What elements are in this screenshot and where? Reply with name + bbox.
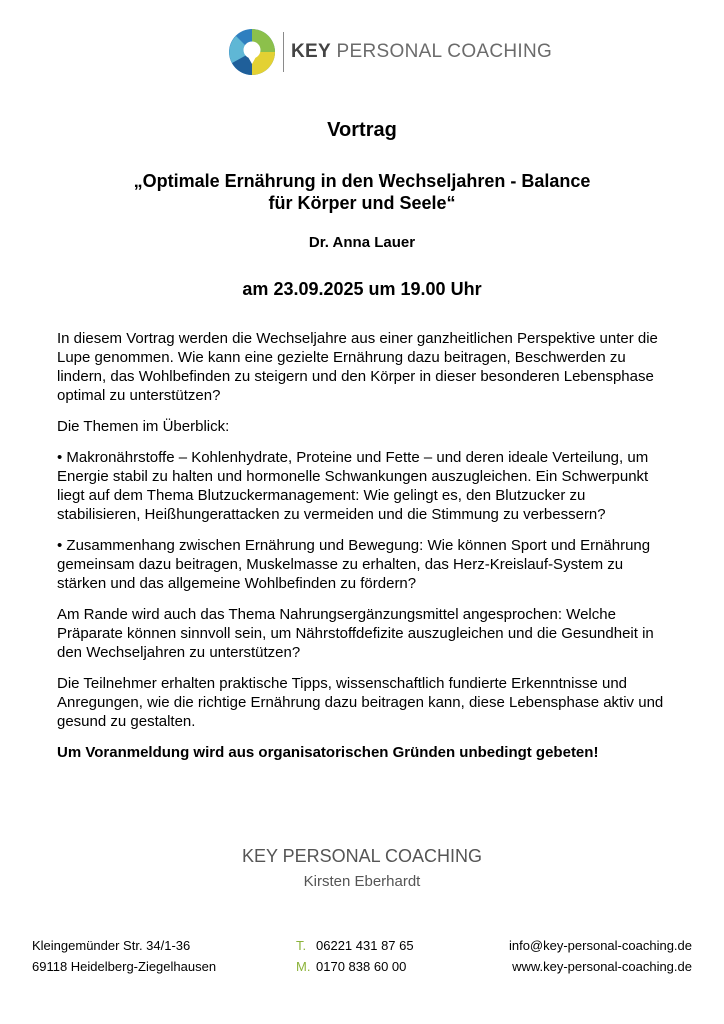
company-logo — [228, 27, 552, 77]
email-link[interactable]: info@key-personal-coaching.de — [508, 938, 692, 953]
address-street: Kleingemünder Str. 34/1-36 — [32, 938, 191, 953]
event-title — [0, 170, 724, 214]
registration-notice: Um Voranmeldung wird aus organisatorischen Gründen unbedingt gebeten! — [57, 744, 599, 761]
intro-paragraph: In diesem Vortrag werden die Wechseljahre aus einer ganzheitlichen Perspektive unter die Lupe genommen. Wie kann eine gezielte Ernährung dazu beitragen, Beschwerden zu lindern, das Wohlbefinden zu steigern und den Körper in dieser besonderen Lebensphase optimal zu unterstützen? — [57, 330, 658, 404]
phone-number[interactable]: 06221 431 87 65 — [316, 938, 414, 953]
topic-item-exercise: • Zusammenhang zwischen Ernährung und Bewegung: Wie können Sport und Ernährung gemeinsam dazu beitragen, Muskelmasse zu erhalten, das Herz-Kreislauf-System zu stärken und das allgemeine Wohlbefinden zu fördern? — [57, 537, 651, 592]
mobile-label: M. — [296, 959, 311, 974]
footer-phone — [296, 935, 414, 977]
organizer-name: KEY PERSONAL COACHING — [241, 846, 483, 866]
logo-icon — [228, 28, 276, 76]
footer-contact — [509, 935, 692, 977]
brand-name: KEY PERSONAL COACHING — [291, 41, 553, 62]
topics-heading: Die Themen im Überblick: — [57, 418, 230, 435]
footer-address — [32, 935, 216, 977]
website-link[interactable]: www.key-personal-coaching.de — [512, 959, 692, 974]
phone-line — [296, 935, 414, 956]
event-type-heading: Vortrag — [327, 119, 397, 141]
speaker-name: Dr. Anna Lauer — [308, 234, 416, 251]
organizer-person: Kirsten Eberhardt — [303, 873, 421, 890]
closing-paragraph: Die Teilnehmer erhalten praktische Tipps, wissenschaftlich fundierte Erkenntnisse und Anregungen, wie die richtige Ernährung dazu beitragen kann, diese Lebensphase aktiv und gesund zu gestalten. — [57, 675, 664, 730]
address-city: 69118 Heidelberg-Ziegelhausen — [32, 959, 217, 974]
logo-divider — [283, 32, 284, 72]
event-title-line-2: für Körper und Seele“ — [268, 193, 456, 213]
mobile-line — [296, 956, 414, 977]
event-description — [57, 329, 672, 774]
mobile-number[interactable]: 0170 838 60 00 — [316, 959, 407, 974]
topic-item-nutrients: • Makronährstoffe – Kohlenhydrate, Proteine und Fette – und deren ideale Verteilung, um Energie stabil zu halten und hormonelle Schwankungen auszugleichen. Ein Schwerpunkt liegt auf dem Thema Blutzuckermanagement: Wie gelingt es, den Blutzucker zu stabilisieren, Heißhungerattacken zu vermeiden und die Stimmung zu verbessern? — [57, 449, 649, 523]
phone-label: T. — [296, 938, 307, 953]
event-title-line-1: „Optimale Ernährung in den Wechseljahren - Balance — [133, 171, 591, 191]
event-date: am 23.09.2025 um 19.00 Uhr — [242, 279, 482, 299]
supplements-paragraph: Am Rande wird auch das Thema Nahrungsergänzungsmittel angesprochen: Welche Präparate können sinnvoll sein, um Nährstoffdefizite auszugleichen und die Gesundheit in den Wechseljahren zu unterstützen? — [57, 606, 654, 661]
